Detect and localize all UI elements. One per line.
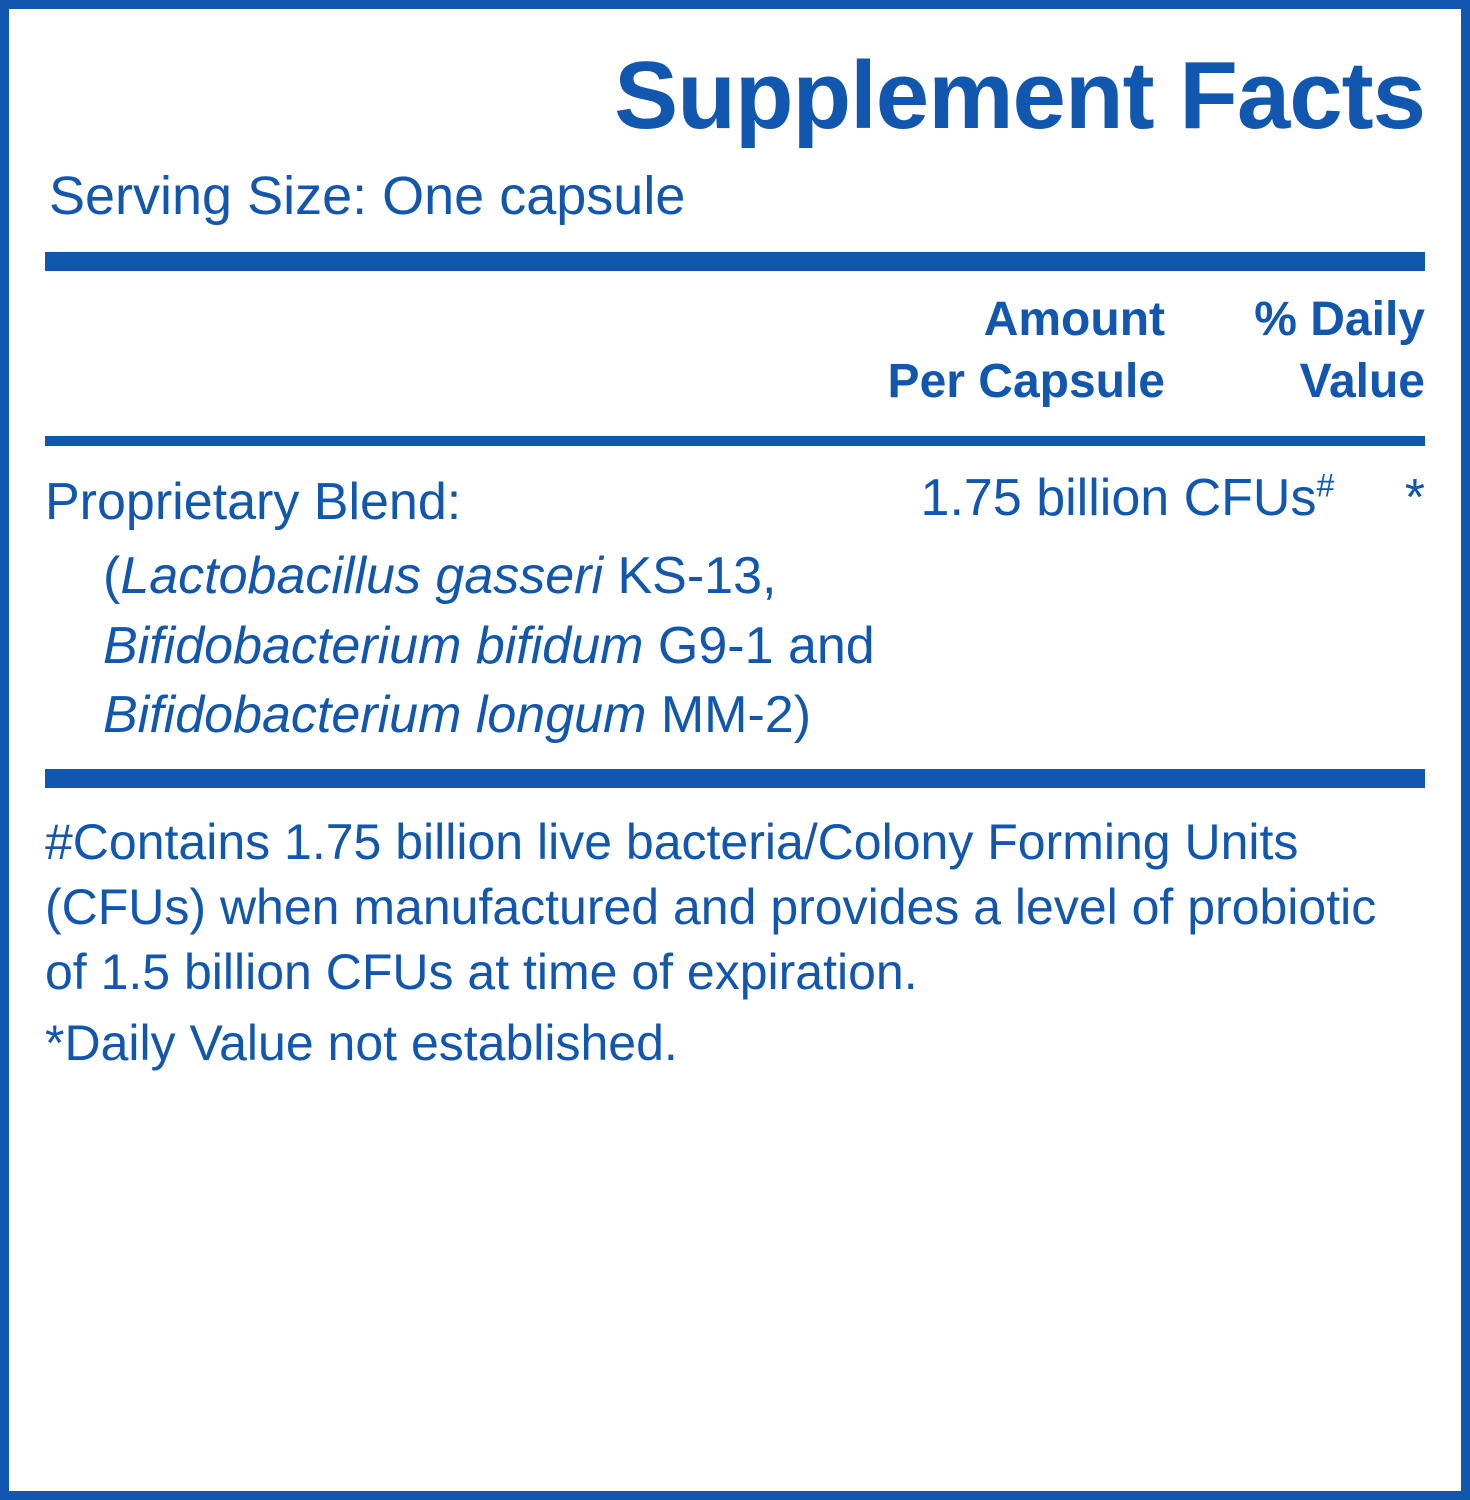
divider-top [45, 252, 1425, 271]
amount-value: 1.75 billion CFUs [920, 469, 1317, 528]
strain-code-3: MM-2) [646, 686, 812, 745]
table-row [45, 468, 1425, 751]
nutrient-detail [103, 542, 905, 751]
serving-size-text: Serving Size: One capsule [49, 165, 686, 226]
column-header-daily-value [1165, 289, 1425, 412]
footnote-hash: #Contains 1.75 billion live bacteria/Colony Forming Units (CFUs) when manufactured and provides a level of probiotic of 1.5 billion CFUs at time of expiration. [45, 813, 1377, 1000]
strain-italic-3: Bifidobacterium longum [103, 686, 647, 745]
strain-code-1: KS-13, [603, 546, 777, 605]
nutrient-name: Proprietary Blend: [45, 473, 462, 532]
amount-footnote-marker: # [1316, 467, 1335, 504]
strain-italic-2: Bifidobacterium bifidum [103, 616, 644, 675]
detail-paren-open: ( [103, 546, 121, 605]
strain-code-2: G9-1 and [643, 616, 875, 675]
divider-bottom [45, 769, 1425, 788]
column-header-dv-line2: Value [1299, 354, 1425, 408]
footnotes [45, 810, 1425, 1076]
nutrient-name-cell [45, 468, 905, 751]
amount-per-capsule-cell [905, 468, 1335, 528]
column-header-amount-line2: Per Capsule [887, 354, 1165, 408]
page-title: Supplement Facts [614, 42, 1425, 149]
column-header-amount [695, 289, 1165, 412]
daily-value-cell: * [1404, 469, 1425, 528]
column-headers [45, 289, 1425, 412]
strain-italic-1: Lactobacillus gasseri [120, 546, 604, 605]
column-header-dv-line1: % Daily [1254, 293, 1425, 347]
supplement-facts-inner [9, 9, 1461, 1491]
divider-header [45, 436, 1425, 446]
footnote-asterisk: *Daily Value not established. [45, 1014, 678, 1071]
column-header-amount-line1: Amount [983, 293, 1165, 347]
